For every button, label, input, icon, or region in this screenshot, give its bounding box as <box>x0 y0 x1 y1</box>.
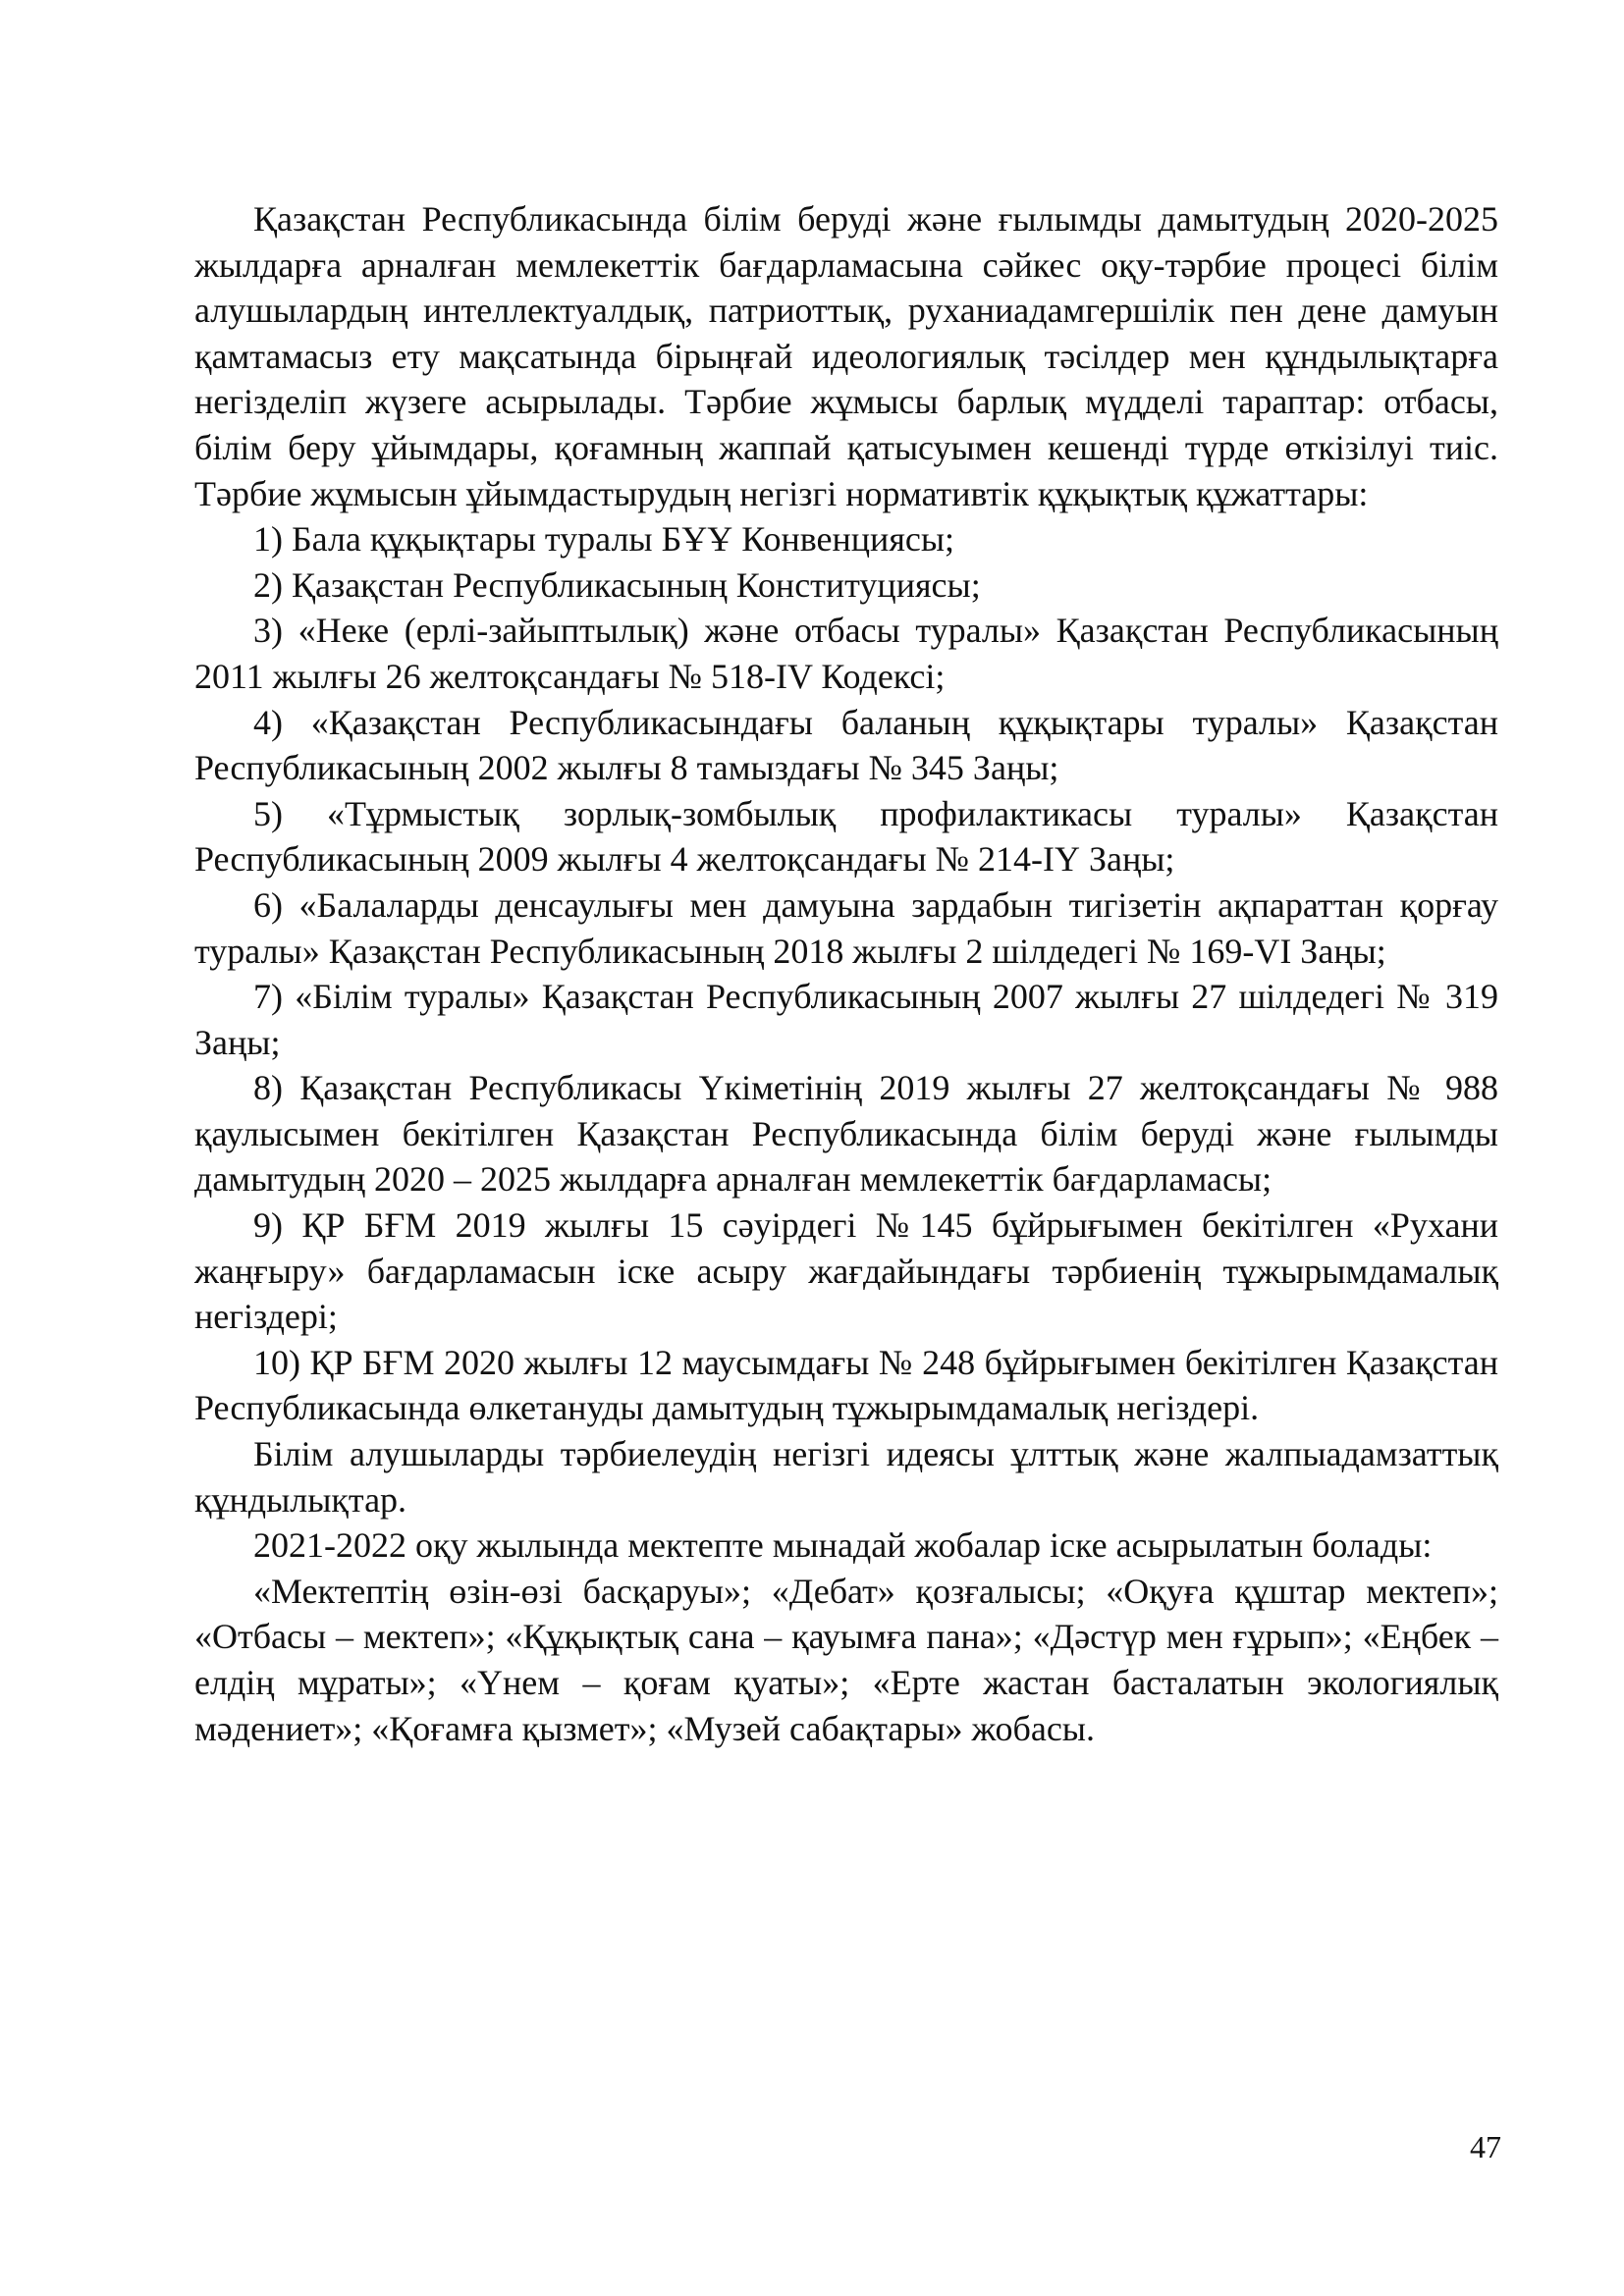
list-item-9: 9) ҚР БҒМ 2019 жылғы 15 сәуірдегі №145 бұйрығымен бекітілген «Рухани жаңғыру» бағдарламасын іске асыру жағдайындағы тәрбиенің тұжырымдамалық негіздері; <box>194 1205 1498 1337</box>
list-item-4: 4) «Қазақстан Республикасындағы баланың құқықтары туралы» Қазақстан Республикасының 2002 жылғы 8 тамыздағы № 345 Заңы; <box>194 702 1498 788</box>
list-item-3: 3) «Неке (ерлі-зайыптылық) және отбасы туралы» Қазақстан Республикасының 2011 жылғы 26 желтоқсандағы № 518-IV Кодексі; <box>194 611 1498 696</box>
document-body <box>194 196 1498 1751</box>
page-number: 47 <box>1470 2129 1501 2164</box>
list-item-10: 10) ҚР БҒМ 2020 жылғы 12 маусымдағы № 248 бұйрығымен бекітілген Қазақстан Республикасында өлкетануды дамытудың тұжырымдамалық негіздері. <box>194 1342 1498 1428</box>
paragraph-projects-intro: 2021-2022 оқу жылында мектепте мынадай жобалар іске асырылатын болады: <box>253 1525 1433 1566</box>
list-item-8: 8) Қазақстан Республикасы Үкіметінің 2019 жылғы 27 желтоқсандағы № 988 қаулысымен бекітілген Қазақстан Республикасында білім беруді және ғылымды дамытудың 2020 – 2025 жылдарға арналған мемлекеттік бағдарламасы; <box>194 1068 1498 1200</box>
list-item-6: 6) «Балаларды денсаулығы мен дамуына зардабын тигізетін ақпараттан қорғау туралы» Қазақстан Республикасының 2018 жылғы 2 шілдедегі № 169-VI Заңы; <box>194 884 1498 971</box>
paragraph-main-idea: Білім алушыларды тәрбиелеудің негізгі идеясы ұлттық және жалпыадамзаттық құндылықтар. <box>194 1434 1498 1520</box>
list-item-5: 5) «Тұрмыстық зорлық-зомбылық профилактикасы туралы» Қазақстан Республикасының 2009 жылғы 4 желтоқсандағы № 214-ІҮ Заңы; <box>194 793 1498 880</box>
list-item-2: 2) Қазақстан Республикасының Конституциясы; <box>253 564 981 605</box>
list-item-1: 1) Бала құқықтары туралы БҰҰ Конвенциясы; <box>253 519 955 560</box>
paragraph-projects-list: «Мектептің өзін-өзі басқаруы»; «Дебат» қозғалысы; «Оқуға құштар мектеп»; «Отбасы – мектеп»; «Құқықтық сана – қауымға пана»; «Дәстүр мен ғұрып»; «Еңбек – елдің мұраты»; «Үнем – қоғам қуаты»; «Ерте жастан басталатын экологиялық мәдениет»; «Қоғамға қызмет»; «Музей сабақтары» жобасы. <box>194 1571 1498 1748</box>
list-item-7: 7) «Білім туралы» Қазақстан Республикасының 2007 жылғы 27 шілдедегі № 319 Заңы; <box>194 977 1498 1062</box>
paragraph-intro: Қазақстан Республикасында білім беруді және ғылымды дамытудың 2020-2025 жылдарға арналған мемлекеттік бағдарламасына сәйкес оқу-тәрбие процесі білім алушылардың интеллектуалдық, патриоттық, руханиадамгершілік пен дене дамуын қамтамасыз ету мақсатында бірыңғай идеологиялық тәсілдер мен құндылықтарға негізделіп жүзеге асырылады. Тәрбие жұмысы барлық мүдделі тараптар: отбасы, білім беру ұйымдары, қоғамның жаппай қатысуымен кешенді түрде өткізілуі тиіс. Тәрбие жұмысын ұйымдастырудың негізгі нормативтік құқықтық құжаттары: <box>194 199 1498 513</box>
